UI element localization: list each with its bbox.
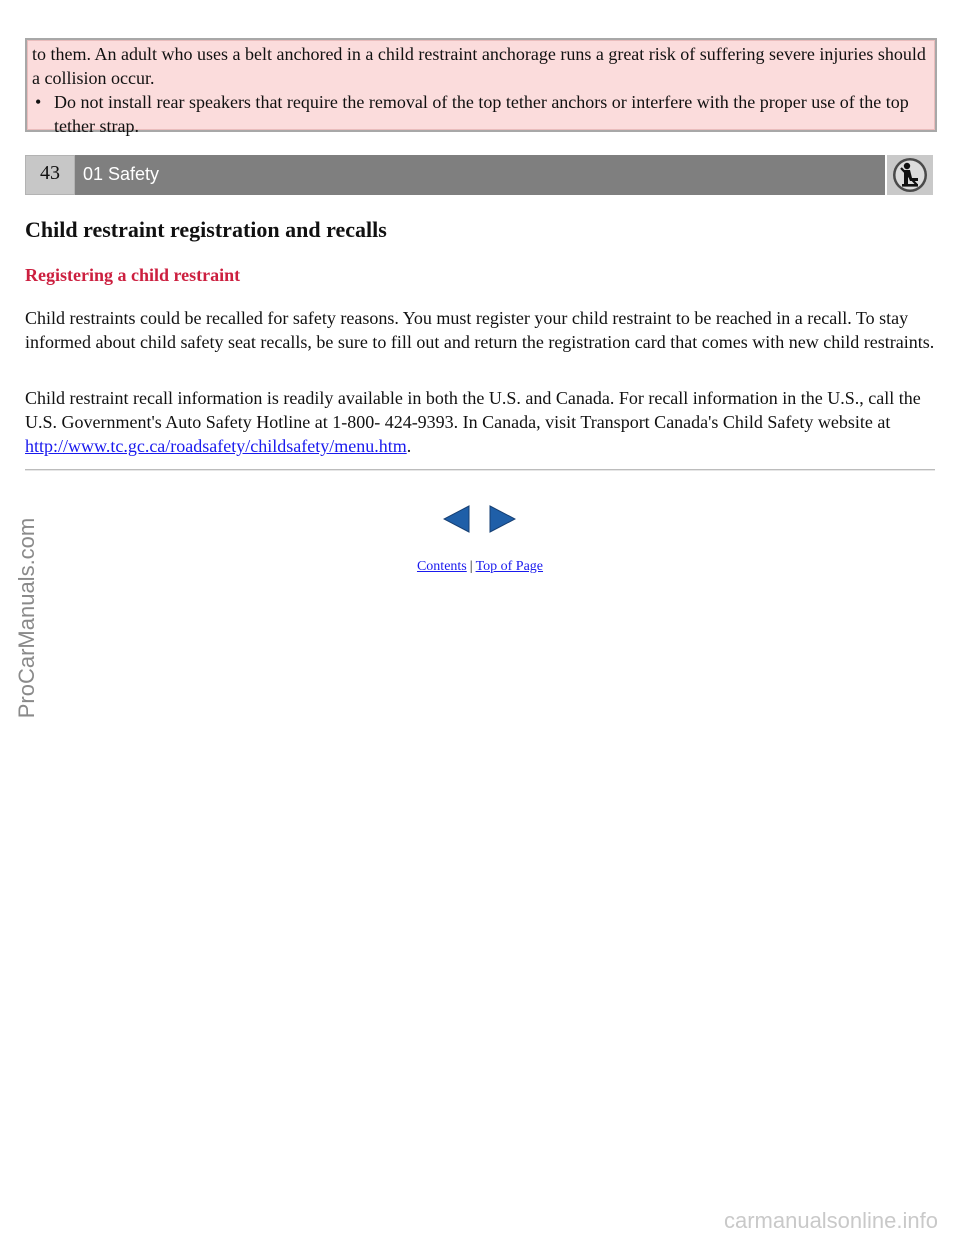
footer-separator: | [469, 559, 473, 574]
chapter-title: 01 Safety [83, 164, 160, 184]
chapter-header-bar [25, 155, 933, 195]
contents-link[interactable]: Contents [416, 559, 467, 574]
section-heading: Child restraint registration and recalls [25, 217, 387, 242]
arrow-left-icon[interactable] [443, 505, 470, 533]
section-subheading: Registering a child restraint [25, 265, 241, 285]
page-navigation [443, 505, 517, 533]
transport-canada-link[interactable]: http://www.tc.gc.ca/roadsafety/childsafety/menu.htm [25, 436, 407, 456]
bottom-watermark: carmanualsonline.info [723, 1208, 938, 1233]
footer-links [0, 559, 960, 575]
warning-bullet-list [32, 90, 931, 138]
chapter-title-band [75, 155, 885, 195]
recall-info-text: Child restraint recall information is readily available in both the U.S. and Canada. For recall information in the U.S., call the U.S. Government's Auto Safety Hotline at 1-800- 424-9393. In Canada, visit Transport Canada's Child Safety website at [25, 388, 921, 432]
warning-continued-text: to them. An adult who uses a belt anchored in a child restraint anchorage runs a great risk of suffering severe injuries should a collision occur. [32, 44, 926, 88]
recall-info-end: . [406, 436, 412, 456]
side-watermark-text: ProCarManuals.com [14, 517, 39, 719]
side-watermark [12, 490, 42, 750]
chapter-icon-box [887, 155, 933, 195]
paragraph-registration: Child restraints could be recalled for safety reasons. You must register your child restraint to be reached in a recall. To stay informed about child safety seat recalls, be sure to fill out and return the registration card that comes with new child restraints. [25, 308, 935, 352]
seatbelt-person-icon [887, 155, 933, 195]
warning-box [25, 38, 937, 136]
top-of-page-link[interactable]: Top of Page [475, 559, 544, 574]
divider-line [25, 469, 935, 471]
arrow-right-icon[interactable] [489, 505, 516, 533]
chapter-page-number: 43 [25, 155, 75, 195]
warning-bullet: • Do not install rear speakers that require the removal of the top tether anchors or interfere with the proper use of the top tether strap. [32, 90, 931, 138]
paragraph-recall-info [25, 386, 935, 458]
